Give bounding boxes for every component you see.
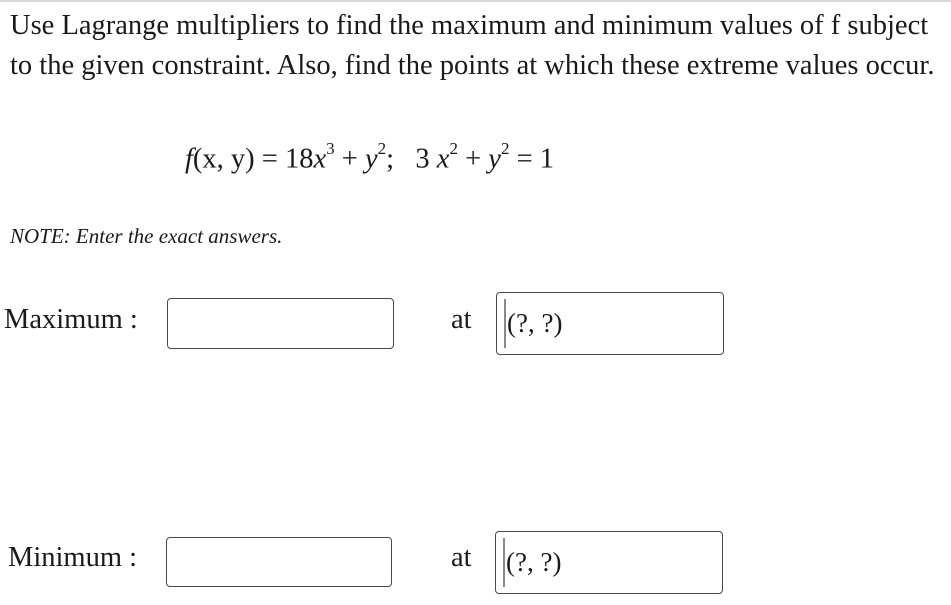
problem-statement: Use Lagrange multipliers to find the maximum and minimum values of f subject to the given constraint. Also, find the points at which these extreme values occur.: [10, 10, 935, 81]
y-variable: y: [364, 143, 378, 175]
minimum-point-input[interactable]: [506, 532, 722, 593]
x-variable: x: [313, 143, 327, 175]
top-divider: [0, 0, 951, 2]
constraint-x-exponent: 2: [449, 139, 458, 158]
constraint-y-exponent: 2: [500, 139, 510, 158]
cursor-bar: [503, 538, 505, 587]
minimum-point-box: [495, 531, 723, 594]
function-name: f: [185, 143, 193, 175]
plus-sign: +: [334, 143, 365, 175]
minimum-at-label: at: [451, 542, 472, 573]
maximum-point-input[interactable]: [507, 293, 723, 354]
cursor-bar: [504, 299, 506, 348]
function-args: (x, y): [192, 143, 255, 175]
constraint-plus: +: [457, 143, 489, 175]
constraint-coef: 3: [415, 143, 437, 175]
x-exponent: 3: [326, 139, 335, 158]
function-and-constraint: [185, 139, 555, 176]
constraint-x-variable: x: [436, 143, 450, 175]
minimum-value-input[interactable]: [166, 537, 392, 587]
maximum-value-input[interactable]: [167, 298, 394, 349]
semicolon: ;: [386, 143, 395, 175]
minimum-label: Minimum :: [8, 542, 138, 573]
constraint-rhs: = 1: [509, 143, 555, 175]
y-exponent: 2: [377, 139, 387, 158]
equals-coef: = 18: [254, 143, 314, 175]
maximum-point-box: [496, 292, 724, 355]
maximum-at-label: at: [451, 304, 472, 335]
maximum-label: Maximum :: [4, 304, 138, 335]
constraint-y-variable: y: [488, 143, 501, 175]
note-text: NOTE: Enter the exact answers.: [10, 224, 283, 248]
